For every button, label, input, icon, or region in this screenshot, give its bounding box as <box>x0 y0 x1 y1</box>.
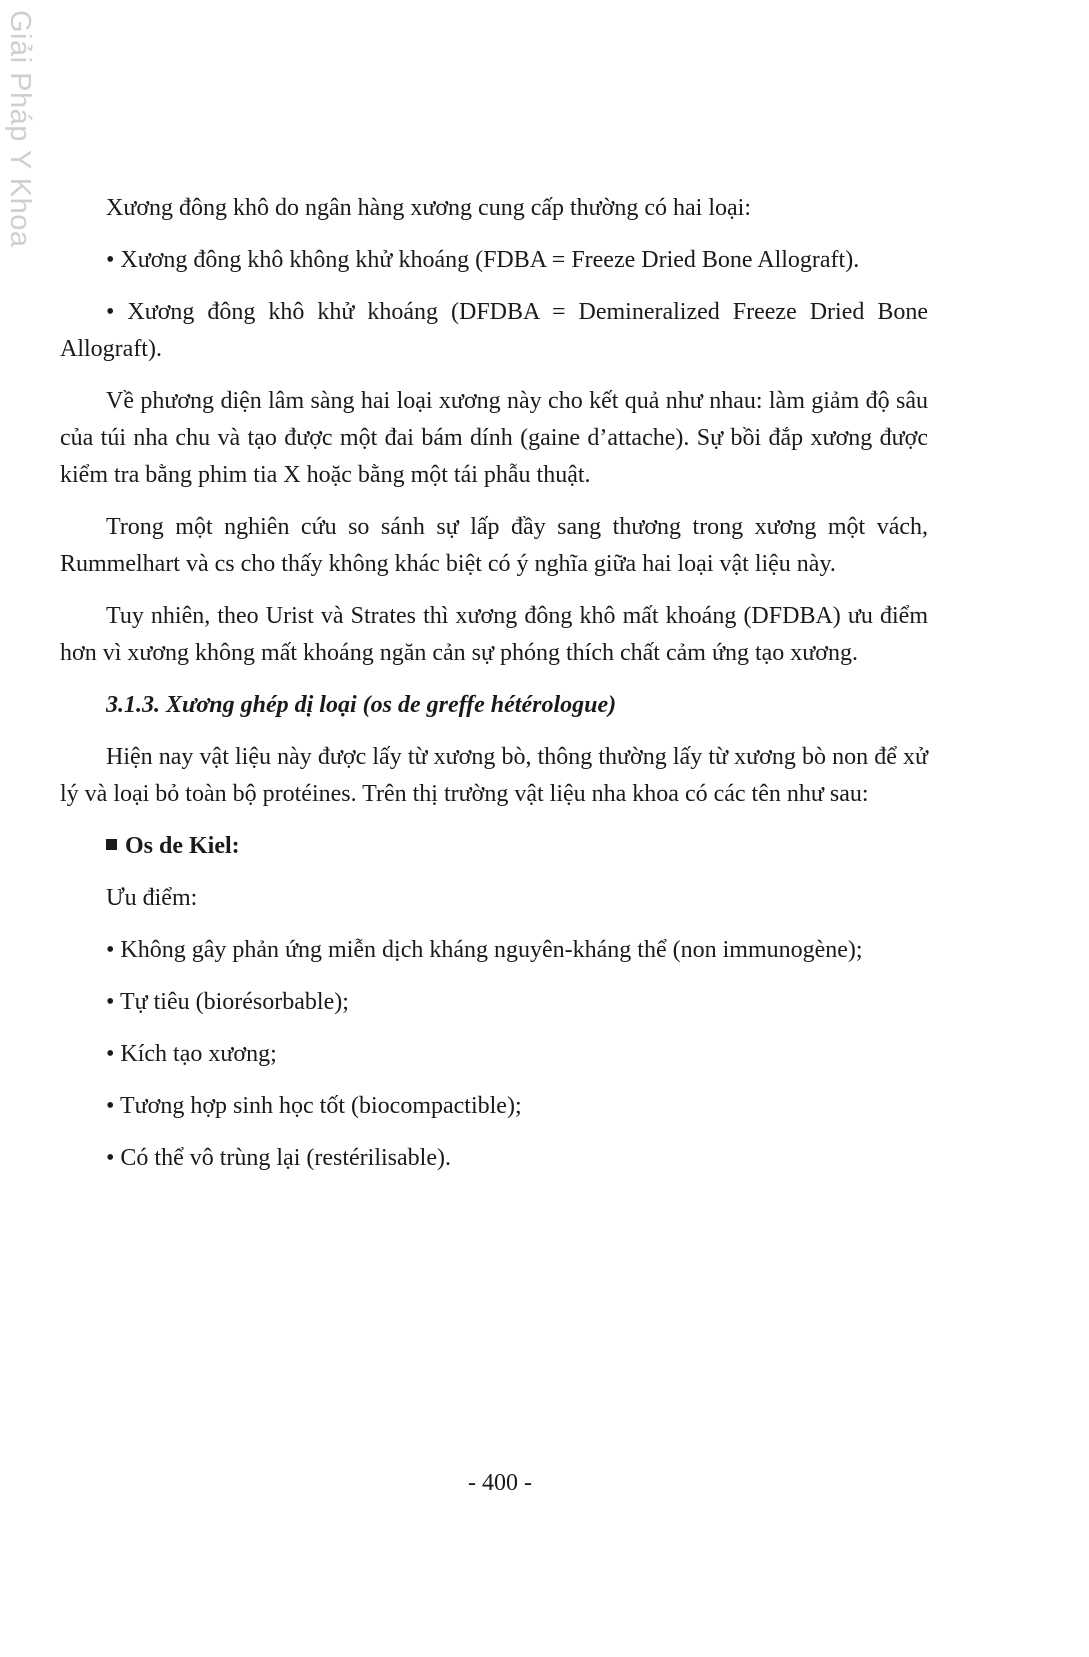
bullet-fdba: • Xương đông khô không khử khoáng (FDBA = Freeze Dried Bone Allograft). <box>106 247 860 273</box>
page-body <box>60 190 928 1192</box>
advantage-item: • Kích tạo xương; <box>106 1041 277 1067</box>
paragraph-intro: Xương đông khô do ngân hàng xương cung cấp thường có hai loại: <box>106 195 751 221</box>
paragraph-clinical: Về phương diện lâm sàng hai loại xương này cho kết quả như nhau: làm giảm độ sâu của túi nha chu và tạo được một đai bám dính (gaine d’attache). Sự bồi đắp xương được kiểm tra bằng phim tia X hoặc bằng một tái phẫu thuật. <box>60 388 928 488</box>
bullet-dfdba: • Xương đông khô khử khoáng (DFDBA = Demineralized Freeze Dried Bone Allograft). <box>60 299 928 362</box>
advantage-item: • Có thể vô trùng lại (restérilisable). <box>106 1145 451 1171</box>
page-number: - 400 - <box>468 1470 532 1496</box>
advantage-item: • Tự tiêu (biorésorbable); <box>106 989 349 1015</box>
product-heading <box>106 828 928 865</box>
paragraph-urist: Tuy nhiên, theo Urist và Strates thì xương đông khô mất khoáng (DFDBA) ưu điểm hơn vì xương không mất khoáng ngăn cản sự phóng thích chất cảm ứng tạo xương. <box>60 603 928 666</box>
paragraph-study: Trong một nghiên cứu so sánh sự lấp đầy sang thương trong xương một vách, Rummelhart và cs cho thấy không khác biệt có ý nghĩa giữa hai loại vật liệu này. <box>60 514 928 577</box>
advantage-item: • Tương hợp sinh học tốt (biocompactible); <box>106 1093 522 1119</box>
watermark-text: Giải Pháp Y Khoa <box>4 10 36 248</box>
advantages-label: Ưu điểm: <box>106 885 198 911</box>
product-name: Os de Kiel: <box>125 833 240 859</box>
advantage-item: • Không gây phản ứng miễn dịch kháng nguyên-kháng thể (non immunogène); <box>106 937 863 963</box>
section-intro: Hiện nay vật liệu này được lấy từ xương bò, thông thường lấy từ xương bò non để xử lý và loại bỏ toàn bộ protéines. Trên thị trường vật liệu nha khoa có các tên như sau: <box>60 744 928 807</box>
section-heading: 3.1.3. Xương ghép dị loại (os de greffe hétérologue) <box>106 692 617 718</box>
square-bullet-icon <box>106 839 117 850</box>
